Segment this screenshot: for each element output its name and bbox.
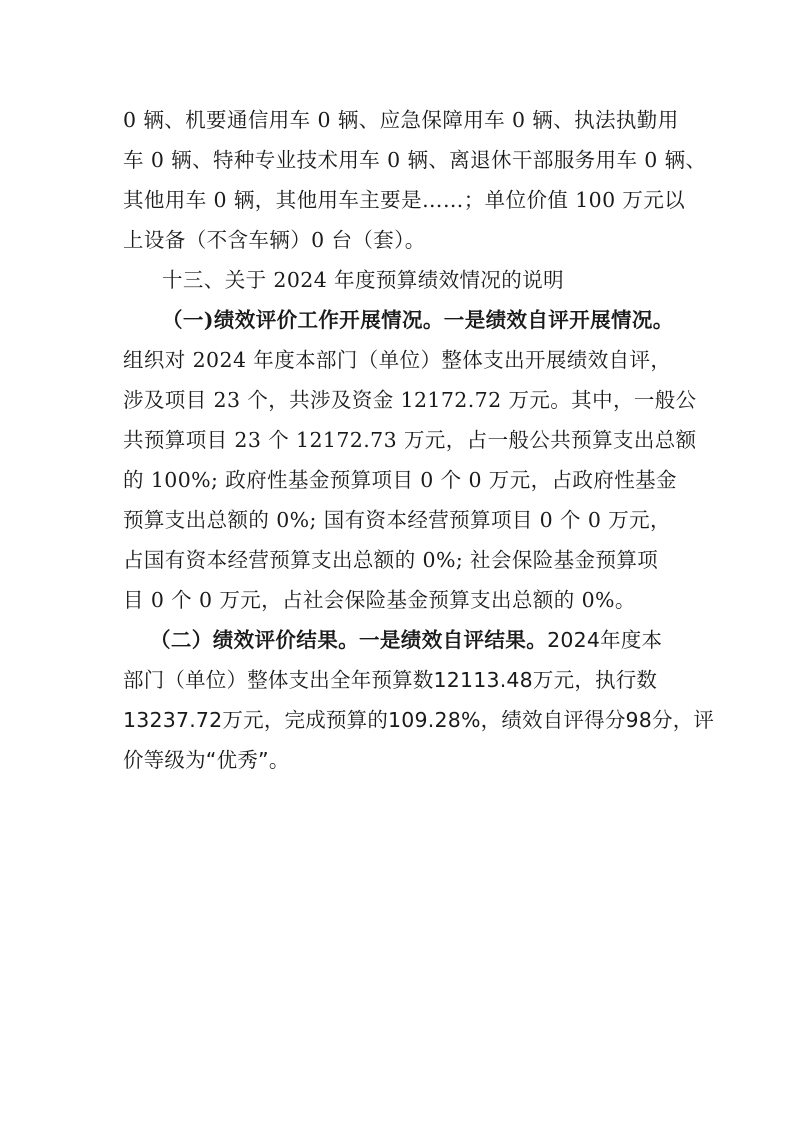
- subsection-heading-line: [150, 626, 662, 654]
- paragraph-line: 部门（单位）整体支出全年预算数12113.48万元，执行数: [123, 668, 658, 692]
- paragraph-line: 其他用车 0 辆，其他用车主要是……；单位价值 100 万元以: [123, 188, 686, 212]
- paragraph-line: 车 0 辆、特种专业技术用车 0 辆、离退休干部服务用车 0 辆、: [123, 148, 707, 172]
- paragraph-line: 涉及项目 23 个，共涉及资金 12172.72 万元。其中，一般公: [123, 388, 697, 412]
- paragraph-line: 组织对 2024 年度本部门（单位）整体支出开展绩效自评，: [123, 348, 672, 372]
- paragraph-line: 的 100%; 政府性基金预算项目 0 个 0 万元，占政府性基金: [123, 468, 677, 492]
- paragraph-text: 2024年度本: [547, 628, 663, 652]
- paragraph-line: 上设备（不含车辆）0 台（套）。: [123, 228, 426, 252]
- paragraph-line: 占国有资本经营预算支出总额的 0%; 社会保险基金预算项: [123, 548, 659, 572]
- paragraph-line: 共预算项目 23 个 12172.73 万元，占一般公共预算支出总额: [123, 428, 697, 452]
- section-heading: 十三、关于 2024 年度预算绩效情况的说明: [162, 268, 565, 292]
- paragraph-line: 价等级为“优秀”。: [123, 748, 290, 772]
- subsection-heading: （一)绩效评价工作开展情况。一是绩效自评开展情况。: [162, 308, 674, 332]
- subsection-heading: （二）绩效评价结果。一是绩效自评结果。: [150, 628, 548, 652]
- paragraph-line: 13237.72万元，完成预算的109.28%，绩效自评得分98分，评: [123, 708, 715, 732]
- paragraph-line: 目 0 个 0 万元，占社会保险基金预算支出总额的 0%。: [123, 588, 636, 612]
- paragraph-line: 0 辆、机要通信用车 0 辆、应急保障用车 0 辆、执法执勤用: [123, 108, 679, 132]
- paragraph-line: 预算支出总额的 0%; 国有资本经营预算项目 0 个 0 万元，: [123, 508, 671, 532]
